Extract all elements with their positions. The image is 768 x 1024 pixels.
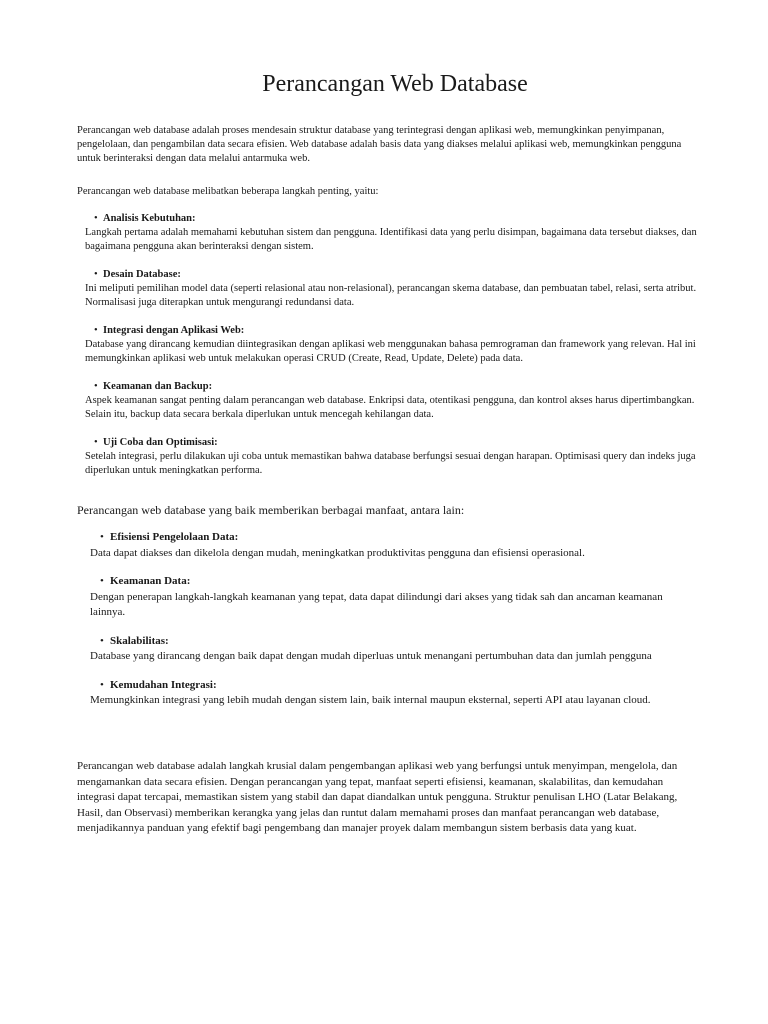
list-item-heading: • Skalabilitas: <box>90 634 690 650</box>
benefits-intro-paragraph: Perancangan web database yang baik memberikan berbagai manfaat, antara lain: <box>77 503 465 517</box>
steps-list <box>85 212 697 492</box>
list-item-body: Langkah pertama adalah memahami kebutuhan sistem dan pengguna. Identifikasi data yang perlu disimpan, bagaimana data tersebut diakses, dan bagaimana pengguna akan berinteraksi dengan sistem. <box>85 227 697 252</box>
benefits-list <box>90 530 690 722</box>
list-item-body: Setelah integrasi, perlu dilakukan uji coba untuk memastikan bahwa database berfungsi sesuai dengan harapan. Optimisasi query dan indeks juga diperlukan untuk meningkatkan performa. <box>85 451 696 476</box>
list-item-body: Data dapat diakses dan dikelola dengan mudah, meningkatkan produktivitas pengguna dan efisiensi operasional. <box>90 546 585 559</box>
list-item <box>90 530 690 561</box>
list-item <box>90 678 690 709</box>
list-item-heading: • Desain Database: <box>85 268 697 282</box>
list-item-heading: • Efisiensi Pengelolaan Data: <box>90 530 690 546</box>
list-item-heading: • Analisis Kebutuhan: <box>85 212 697 226</box>
list-item-body: Database yang dirancang kemudian diintegrasikan dengan aplikasi web menggunakan bahasa pemrograman dan framework yang relevan. Hal ini memungkinkan aplikasi web untuk melakukan operasi CRUD (Create, Read, Update, Delete) pada data. <box>85 339 696 364</box>
list-item-body: Ini meliputi pemilihan model data (seperti relasional atau non-relasional), perancangan skema database, dan pembuatan tabel, relasi, serta atribut. Normalisasi juga diterapkan untuk mengurangi redundansi data. <box>85 283 697 308</box>
list-item <box>90 574 690 621</box>
list-item <box>85 380 697 422</box>
list-item-heading: • Keamanan dan Backup: <box>85 380 697 394</box>
page-title: Perancangan Web Database <box>262 71 528 97</box>
list-item-heading: • Keamanan Data: <box>90 574 690 590</box>
intro-paragraph: Perancangan web database adalah proses mendesain struktur database yang terintegrasi dengan aplikasi web, memungkinkan penyimpanan, pengelolaan, dan pengambilan data secara efisien. Web database adalah basis data yang diakses melalui aplikasi web, memungkinkan pengguna untuk berinteraksi dengan data melalui antarmuka web. <box>77 125 682 164</box>
closing-paragraph: Perancangan web database adalah langkah krusial dalam pengembangan aplikasi web yang berfungsi untuk menyimpan, mengelola, dan mengamankan data secara efisien. Dengan perancangan yang tepat, manfaat seperti efisiensi, keamanan, skalabilitas, dan kemudahan integrasi dapat tercapai, memastikan sistem yang stabil dan dapat diandalkan untuk pengguna. Struktur penulisan LHO (Latar Belakang, Hasil, dan Observasi) memberikan kerangka yang jelas dan runtut dalam memahami proses dan manfaat perancangan web database, menjadikannya panduan yang efektif bagi pengembang dan manajer proyek dalam membangun sistem berbasis data yang kuat. <box>77 760 678 834</box>
list-item <box>85 436 697 478</box>
list-item-body: Memungkinkan integrasi yang lebih mudah dengan sistem lain, baik internal maupun eksternal, seperti API atau layanan cloud. <box>90 694 651 706</box>
list-item <box>85 324 697 366</box>
list-item <box>85 268 697 310</box>
list-item-body: Database yang dirancang dengan baik dapat dengan mudah diperluas untuk menangani pertumbuhan data dan jumlah pengguna <box>90 650 652 662</box>
list-item-body: Dengan penerapan langkah-langkah keamanan yang tepat, data dapat dilindungi dari akses yang tidak sah dan ancaman keamanan lainnya. <box>90 590 663 618</box>
list-item-heading: • Uji Coba dan Optimisasi: <box>85 436 697 450</box>
list-item-body: Aspek keamanan sangat penting dalam perancangan web database. Enkripsi data, otentikasi pengguna, dan kontrol akses harus dipertimbangkan. Selain itu, backup data secara berkala diperlukan untuk mencegah kehilangan data. <box>85 395 695 420</box>
list-item <box>90 634 690 665</box>
list-item <box>85 212 697 254</box>
list-item-heading: • Kemudahan Integrasi: <box>90 678 690 694</box>
list-item-heading: • Integrasi dengan Aplikasi Web: <box>85 324 697 338</box>
steps-intro-paragraph: Perancangan web database melibatkan beberapa langkah penting, yaitu: <box>77 186 379 197</box>
